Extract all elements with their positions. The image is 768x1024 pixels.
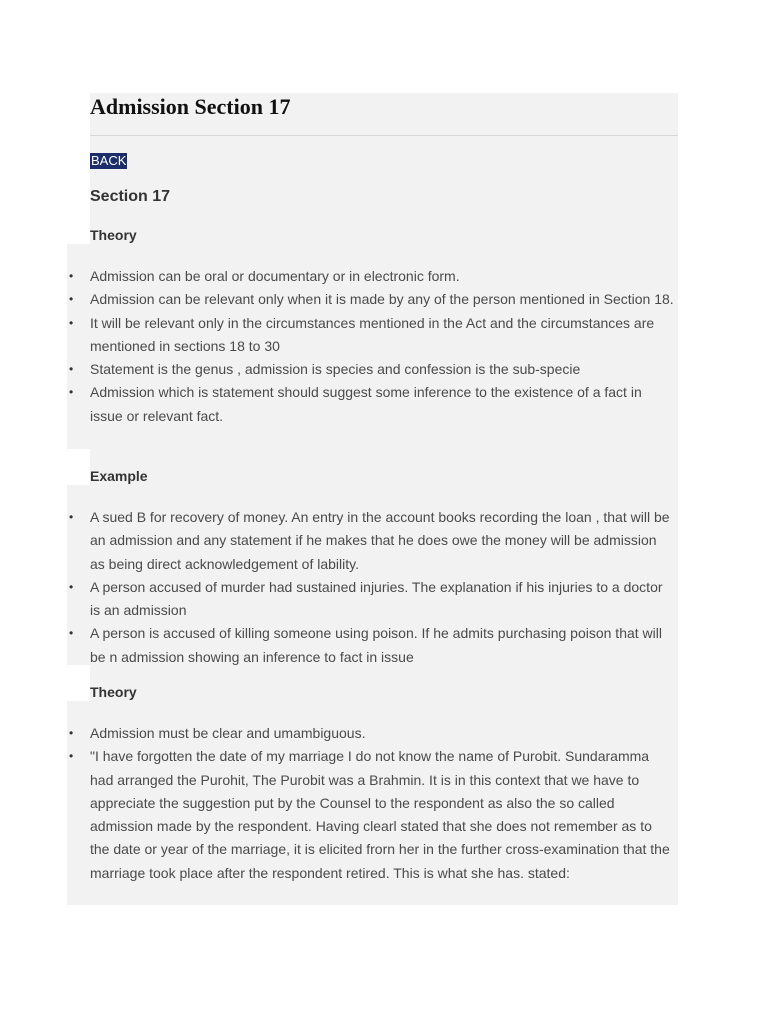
list-item-text: "I have forgotten the date of my marriage I do not know the name of Purobit. Sundaramma had arranged the Purohit, The Purobit was a Brahmin. It is in this context that we have to appreciate the suggestion put by the Counsel to the respondent as also the so called admission made by the respondent. Having clearl stated that she does not remember as to the date or year of the marriage, it is elicited frorn her in the further cross-examination that the marriage took place after the respondent retired. This is what she has. stated: xyxy=(90,748,670,881)
list-item-text: A sued B for recovery of money. An entry in the account books recording the loan , that will be an admission and any statement if he makes that he does owe the money will be admission as being direct acknowledgement of lability. xyxy=(90,509,670,572)
bullet-icon: • xyxy=(69,315,74,330)
bullet-icon: • xyxy=(69,579,74,594)
example-heading: Example xyxy=(90,468,148,484)
theory-heading-2: Theory xyxy=(90,684,137,700)
bullet-icon: • xyxy=(69,385,74,400)
bullet-icon: • xyxy=(69,362,74,377)
example-list xyxy=(67,506,678,669)
page-title: Admission Section 17 xyxy=(90,94,291,119)
list-item xyxy=(67,288,678,311)
list-item xyxy=(67,622,678,669)
list-item-text: It will be relevant only in the circumstances mentioned in the Act and the circumstances are mentioned in sections 18 to 30 xyxy=(90,314,655,354)
bullet-icon: • xyxy=(69,626,74,641)
list-item-text: A person is accused of killing someone using poison. If he admits purchasing poison that will be n admission showing an inference to fact in issue xyxy=(90,625,662,665)
bullet-icon: • xyxy=(69,292,74,307)
bullet-icon: • xyxy=(69,510,74,524)
list-item-text: Admission can be oral or documentary or in electronic form. xyxy=(90,268,460,284)
bullet-icon: • xyxy=(69,726,74,740)
list-item xyxy=(67,576,678,623)
list-item xyxy=(67,506,678,576)
list-item xyxy=(67,358,678,381)
list-item xyxy=(67,381,678,428)
back-link[interactable]: BACK xyxy=(91,153,127,168)
list-item-text: Statement is the genus , admission is species and confession is the sub-specie xyxy=(90,361,581,378)
list-item xyxy=(67,265,678,288)
theory-list-2 xyxy=(67,722,678,885)
list-item xyxy=(67,312,678,359)
list-item-text: Admission which is statement should suggest some inference to the existence of a fact in issue or relevant fact. xyxy=(90,384,642,424)
theory-list-1 xyxy=(67,265,678,428)
list-item xyxy=(67,745,678,885)
list-item-text: A person accused of murder had sustained injuries. The explanation if his injuries to a doctor is an admission xyxy=(90,578,663,619)
title-divider xyxy=(90,135,678,136)
list-item xyxy=(67,722,678,745)
list-item-text: Admission must be clear and umambiguous. xyxy=(90,725,366,741)
section-heading: Section 17 xyxy=(90,188,171,205)
bullet-icon: • xyxy=(69,269,74,283)
list-item-text: Admission can be relevant only when it is made by any of the person mentioned in Section 18. xyxy=(90,291,674,308)
bullet-icon: • xyxy=(69,749,74,764)
theory-heading-1: Theory xyxy=(90,227,137,243)
